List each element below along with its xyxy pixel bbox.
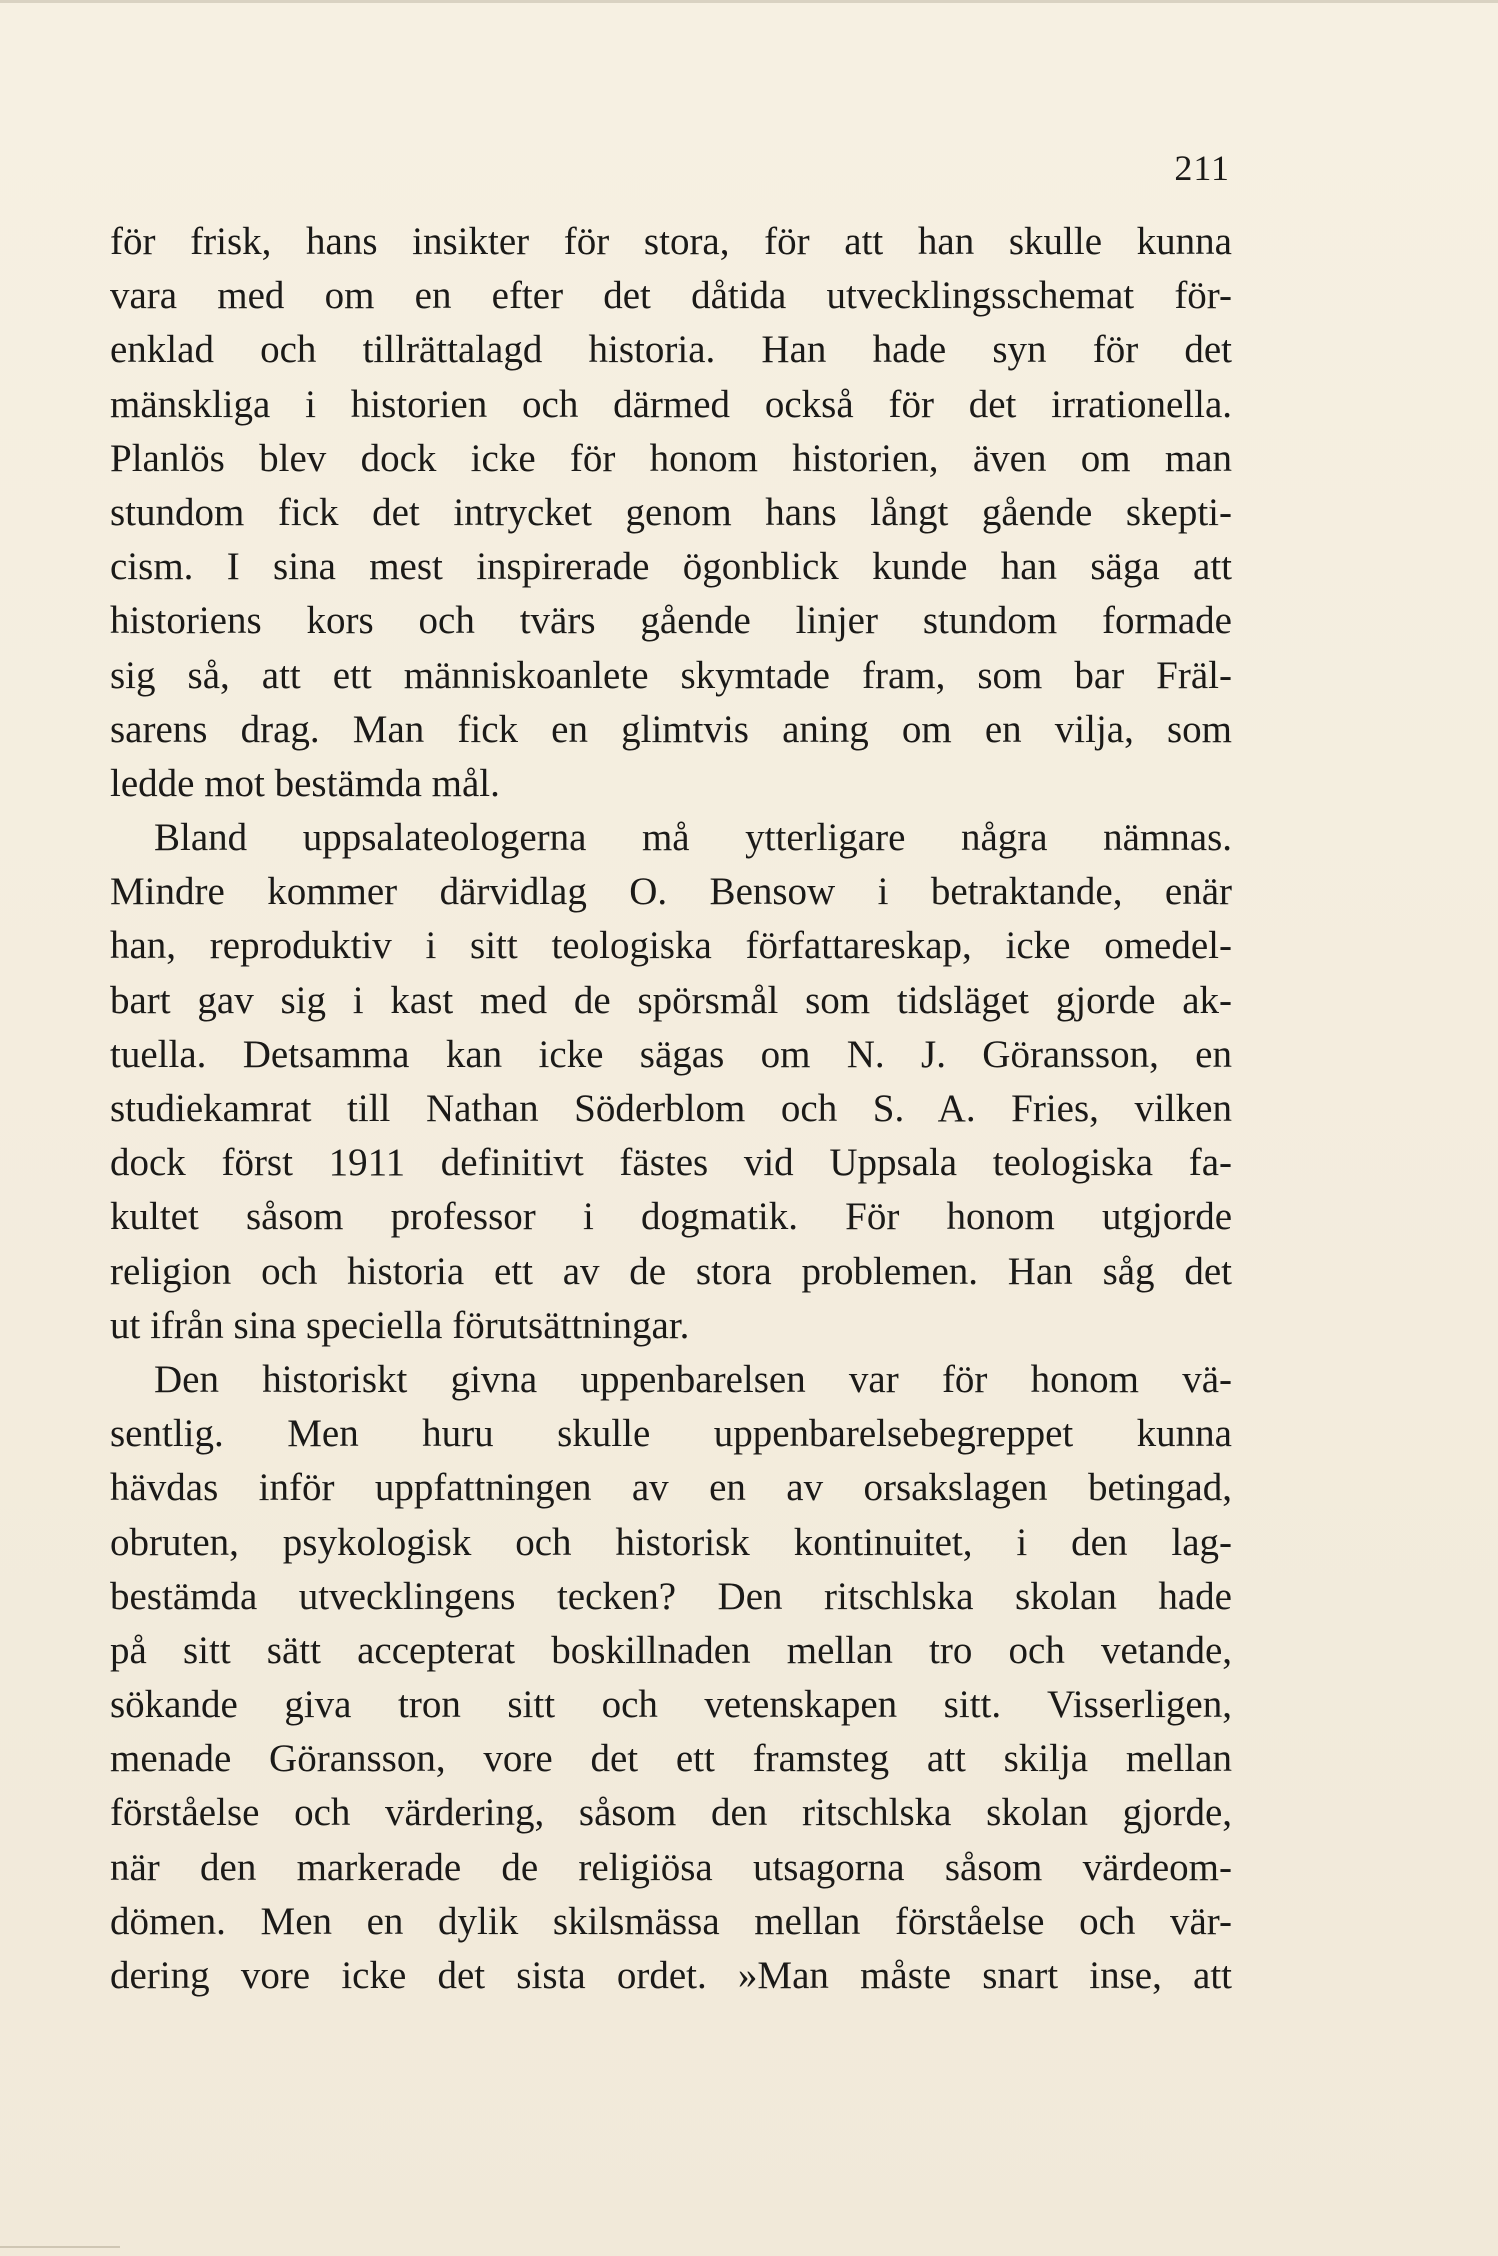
text-line: ut ifrån sina speciella förutsättningar. [110,1303,690,1347]
text-line: kultet såsom professor i dogmatik. För honom utgjorde [110,1195,1232,1239]
text-line: menade Göransson, vore det ett framsteg att skilja mellan [110,1737,1232,1781]
text-line: historiens kors och tvärs gående linjer stundom formade [110,599,1232,643]
text-line: dering vore icke det sista ordet. »Man måste snart inse, att [110,1954,1232,1997]
text-line: på sitt sätt accepterat boskillnaden mellan tro och vetande, [110,1628,1232,1672]
text-line: sarens drag. Man fick en glimtvis aning om en vilja, som [110,707,1232,751]
text-line: förståelse och värdering, såsom den ritschlska skolan gjorde, [110,1791,1232,1835]
page-number: 211 [1174,148,1230,188]
text-line: dock först 1911 definitivt fästes vid Uppsala teologiska fa- [110,1141,1232,1185]
text-line: sökande giva tron sitt och vetenskapen sitt. Visserligen, [110,1683,1232,1727]
text-line: enklad och tillrättalagd historia. Han hade syn för det [110,328,1232,372]
text-line: stundom fick det intrycket genom hans långt gående skepti- [110,490,1232,534]
text-line: hävdas inför uppfattningen av en av orsakslagen betingad, [110,1466,1232,1510]
text-line: bestämda utvecklingens tecken? Den ritschlska skolan hade [110,1574,1232,1618]
text-line: Den historiskt givna uppenbarelsen var för honom vä- [154,1357,1232,1401]
text-line: för frisk, hans insikter för stora, för att han skulle kunna [110,220,1232,263]
text-line: cism. I sina mest inspirerade ögonblick kunde han säga att [110,545,1232,589]
text-line: bart gav sig i kast med de spörsmål som tidsläget gjorde ak- [110,978,1232,1022]
body-text [110,215,1232,2003]
text-line: tuella. Detsamma kan icke sägas om N. J. Göransson, en [110,1032,1232,1076]
text-line: studiekamrat till Nathan Söderblom och S. A. Fries, vilken [110,1087,1232,1130]
text-line: religion och historia ett av de stora problemen. Han såg det [110,1249,1232,1293]
text-line: ledde mot bestämda mål. [110,761,500,805]
text-line: när den markerade de religiösa utsagorna såsom värdeom- [110,1845,1232,1889]
text-line: sentlig. Men huru skulle uppenbarelsebegreppet kunna [110,1412,1232,1456]
text-line: han, reproduktiv i sitt teologiska författareskap, icke omedel- [110,924,1232,968]
text-line: mänskliga i historien och därmed också för det irrationella. [110,382,1232,426]
text-line: Mindre kommer därvidlag O. Bensow i betraktande, enär [110,870,1232,914]
text-line: sig så, att ett människoanlete skymtade fram, som bar Fräl- [110,653,1232,697]
text-line: vara med om en efter det dåtida utvecklingsschemat för- [110,274,1232,318]
text-line: Planlös blev dock icke för honom historien, även om man [110,436,1232,480]
text-line: obruten, psykologisk och historisk kontinuitet, i den lag- [110,1520,1232,1564]
text-line: Bland uppsalateologerna må ytterligare några nämnas. [154,816,1232,860]
page-bottom-mark [0,2246,120,2248]
text-line: dömen. Men en dylik skilsmässa mellan förståelse och vär- [110,1899,1232,1943]
page-top-edge [0,0,1498,3]
